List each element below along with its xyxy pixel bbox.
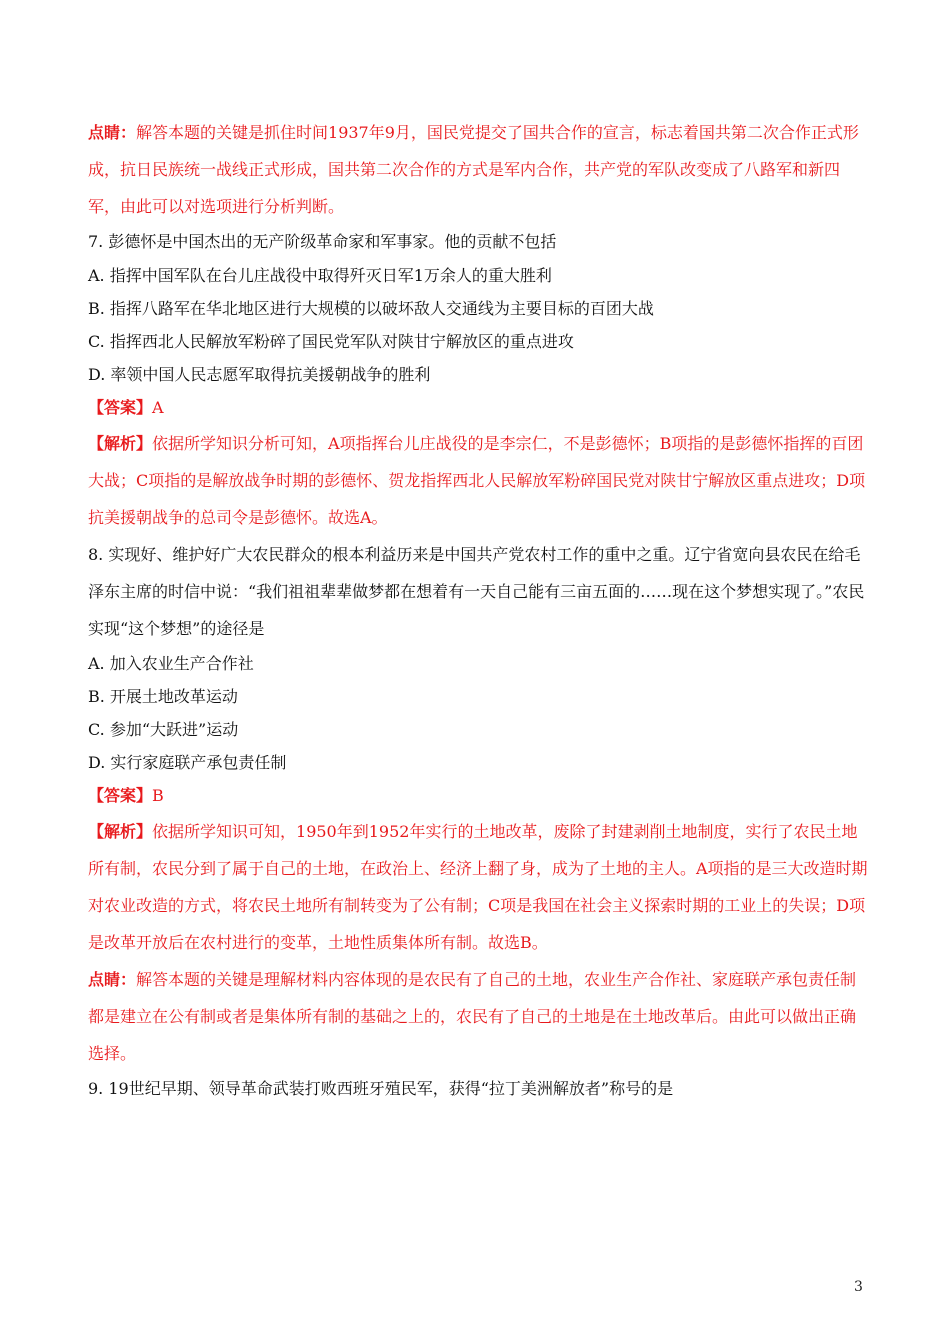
answer-label: 【答案】 xyxy=(88,398,153,417)
note-label: 点睛： xyxy=(88,970,137,989)
question-7-option-a: A. 指挥中国军队在台儿庄战役中取得歼灭日军1万余人的重大胜利 xyxy=(88,266,552,285)
note-text: 解答本题的关键是抓住时间1937年9月，国民党提交了国共合作的宣言，标志着国共第二次合作正式形成，抗日民族统一战线正式形成，国共第二次合作的方式是军内合作，共产党的军队改变成了八路军和新四军，由此可以对选项进行分析判断。 xyxy=(88,123,859,216)
analysis-label: 【解析】 xyxy=(88,434,153,453)
document-body xyxy=(88,114,868,1106)
question-8-option-a: A. 加入农业生产合作社 xyxy=(88,654,254,673)
question-7-analysis xyxy=(88,425,868,536)
note-label: 点睛： xyxy=(88,123,137,142)
question-7-answer xyxy=(88,391,868,425)
answer-value: A xyxy=(152,398,164,417)
question-8-analysis xyxy=(88,813,868,961)
question-7-option-d: D. 率领中国人民志愿军取得抗美援朝战争的胜利 xyxy=(88,365,431,384)
question-8-option-b: B. 开展土地改革运动 xyxy=(88,687,238,706)
question-8-answer xyxy=(88,779,868,813)
answer-label: 【答案】 xyxy=(88,786,153,805)
question-7-option-c: C. 指挥西北人民解放军粉碎了国民党军队对陕甘宁解放区的重点进攻 xyxy=(88,332,574,351)
question-7-option-b: B. 指挥八路军在华北地区进行大规模的以破坏敌人交通线为主要目标的百团大战 xyxy=(88,299,654,318)
question-8-option-c: C. 参加“大跃进”运动 xyxy=(88,720,239,739)
note-block xyxy=(88,114,868,225)
question-9: 9. 19世纪早期、领导革命武装打败西班牙殖民军，获得“拉丁美洲解放者”称号的是 xyxy=(88,1079,674,1098)
page-number: 3 xyxy=(854,1279,863,1295)
question-8: 8. 实现好、维护好广大农民群众的根本利益历来是中国共产党农村工作的重中之重。辽宁省宽向县农民在给毛泽东主席的时信中说：“我们祖祖辈辈做梦都在想着有一天自己能有三亩五面的……现在这个梦想实现了。”农民实现“这个梦想”的途径是 xyxy=(88,545,865,638)
note-text: 解答本题的关键是理解材料内容体现的是农民有了自己的土地，农业生产合作社、家庭联产承包责任制都是建立在公有制或者是集体所有制的基础之上的，农民有了自己的土地是在土地改革后。由此可以做出正确选择。 xyxy=(88,970,857,1063)
analysis-label: 【解析】 xyxy=(88,822,153,841)
question-8-option-d: D. 实行家庭联产承包责任制 xyxy=(88,753,287,772)
note-block xyxy=(88,961,868,1072)
analysis-text: 依据所学知识可知，1950年到1952年实行的土地改革，废除了封建剥削土地制度，实行了农民土地所有制，农民分到了属于自己的土地，在政治上、经济上翻了身，成为了土地的主人。A项指的是三大改造时期对农业改造的方式，将农民土地所有制转变为了公有制；C项是我国在社会主义探索时期的工业上的失误；D项是改革开放后在农村进行的变革，土地性质集体所有制。故选B。 xyxy=(88,822,868,952)
question-7: 7. 彭德怀是中国杰出的无产阶级革命家和军事家。他的贡献不包括 xyxy=(88,232,557,251)
answer-value: B xyxy=(152,786,164,805)
analysis-text: 依据所学知识分析可知，A项指挥台儿庄战役的是李宗仁，不是彭德怀；B项指的是彭德怀指挥的百团大战；C项指的是解放战争时期的彭德怀、贺龙指挥西北人民解放军粉碎国民党对陕甘宁解放区重点进攻；D项抗美援朝战争的总司令是彭德怀。故选A。 xyxy=(88,434,866,527)
